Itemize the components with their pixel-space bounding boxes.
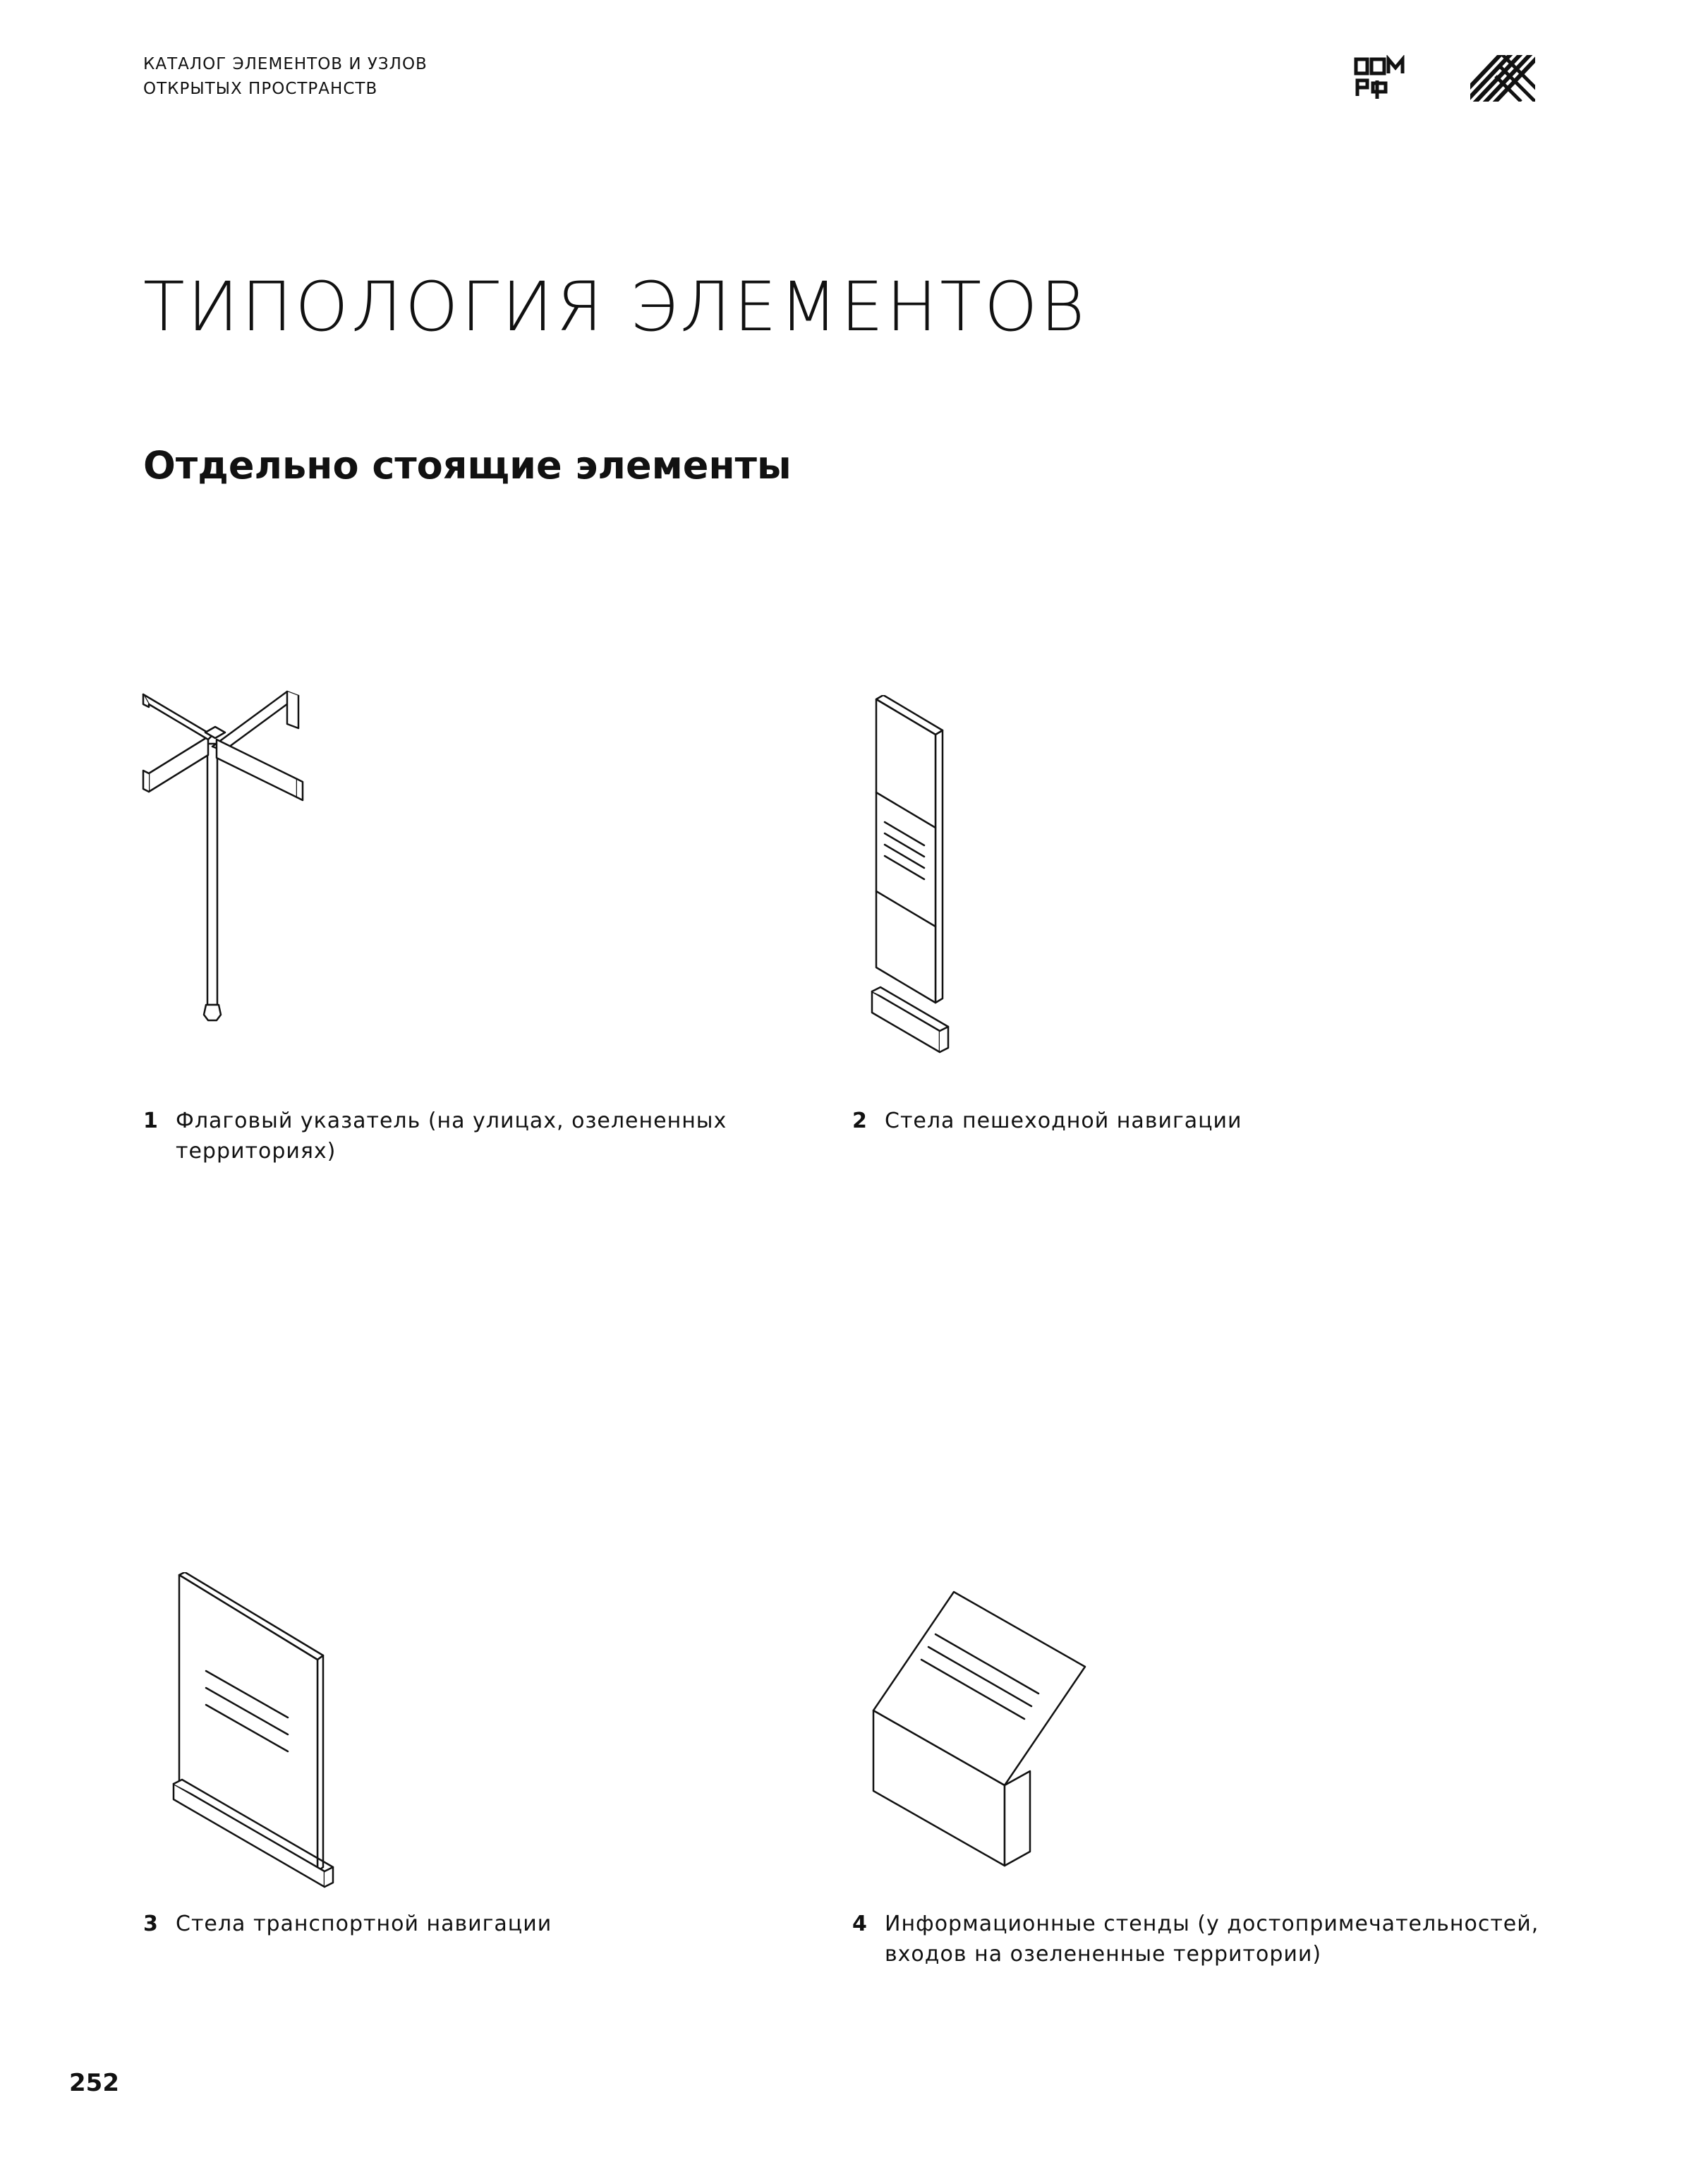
transport-stele-icon xyxy=(169,1572,339,1890)
caption-item-3 xyxy=(143,1909,778,1972)
page-number: 252 xyxy=(69,2069,119,2097)
caption-item-2 xyxy=(852,1106,1487,1169)
page-title: ТИПОЛОГИЯ ЭЛЕМЕНТОВ xyxy=(143,267,1088,346)
caption-text-line: Флаговый указатель (на улицах, озелененных xyxy=(176,1109,727,1133)
caption-number: 3 xyxy=(143,1912,159,1936)
caption-number: 4 xyxy=(852,1912,868,1936)
caption-text-line: Стела пешеходной навигации xyxy=(885,1109,1242,1133)
section-subtitle: Отдельно стоящие элементы xyxy=(143,443,792,488)
caption-text-line: Информационные стенды (у достопримечательностей, xyxy=(885,1912,1539,1936)
caption-item-4 xyxy=(852,1909,1558,1972)
info-stand-icon xyxy=(866,1589,1092,1871)
running-header-line-2: ОТКРЫТЫХ ПРОСТРАНСТВ xyxy=(143,80,378,98)
caption-text-line: входов на озелененные территории) xyxy=(885,1942,1322,1967)
caption-text-line: территориях) xyxy=(176,1139,337,1164)
dom-rf-logo xyxy=(1353,55,1407,103)
pedestrian-stele-icon xyxy=(869,695,975,1055)
flag-signpost-icon xyxy=(138,683,307,1050)
caption-number: 1 xyxy=(143,1109,159,1133)
hatched-pattern-logo xyxy=(1470,55,1535,102)
caption-number: 2 xyxy=(852,1109,868,1133)
running-header-line-1: КАТАЛОГ ЭЛЕМЕНТОВ И УЗЛОВ xyxy=(143,55,428,73)
running-header xyxy=(143,52,428,102)
caption-item-1 xyxy=(143,1106,778,1169)
caption-text-line: Стела транспортной навигации xyxy=(176,1912,552,1936)
